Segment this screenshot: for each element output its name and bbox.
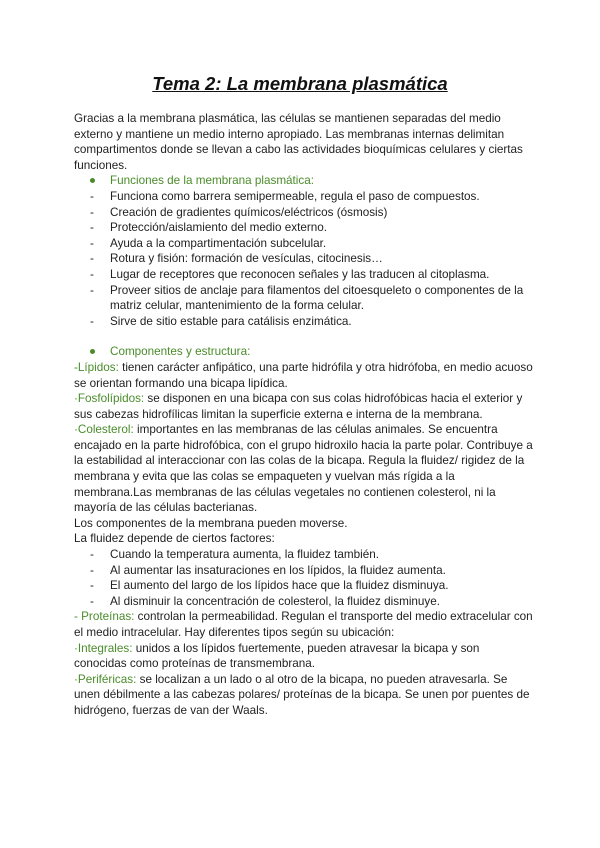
- fluidez-intro: La fluidez depende de ciertos factores:: [74, 532, 275, 546]
- lipidos-paragraph: [74, 360, 534, 391]
- perifericas-label: ·Periféricas:: [74, 672, 137, 686]
- page-title: Tema 2: La membrana plasmática: [152, 73, 448, 94]
- integrales-text: unidos a los lípidos fuertemente, pueden atravesar la bicapa y son conocidas como proteínas de transmembrana.: [74, 641, 480, 671]
- integrales-paragraph: [74, 641, 534, 672]
- componentes-heading-list: [74, 344, 534, 360]
- intro-paragraph: Gracias a la membrana plasmática, las células se mantienen separadas del medio externo y mantiene un medio interno apropiado. Las membranas internas delimitan compartimentos donde se llevan a cabo las actividades bioquímicas celulares y ciertas funciones.: [74, 112, 523, 172]
- list-item: - Al aumentar las insaturaciones en los lípidos, la fluidez aumenta.: [74, 563, 534, 579]
- colesterol-label: ·Colesterol:: [74, 423, 134, 437]
- mover-paragraph: Los componentes de la membrana pueden moverse.: [74, 516, 348, 530]
- fluidez-list: [74, 547, 534, 609]
- perifericas-paragraph: [74, 672, 534, 719]
- fosfolipidos-text: se disponen en una bicapa con sus colas hidrofóbicas hacia el exterior y sus cabezas hidrofílicas limitan la superficie externa e interna de la membrana.: [74, 392, 523, 421]
- spacer: [74, 329, 534, 344]
- list-item: - Ayuda a la compartimentación subcelular.: [74, 236, 534, 252]
- componentes-heading: [74, 344, 534, 360]
- list-item: - Al disminuir la concentración de colesterol, la fluidez disminuye.: [74, 594, 534, 610]
- integrales-label: ·Integrales:: [74, 641, 133, 655]
- list-item: - Cuando la temperatura aumenta, la fluidez también.: [74, 547, 534, 563]
- list-item: - Rotura y fisión: formación de vesículas, citocinesis…: [74, 251, 534, 267]
- list-item: - Protección/aislamiento del medio externo.: [74, 220, 534, 236]
- componentes-heading-text: Componentes y estructura:: [110, 345, 251, 359]
- list-item: - Lugar de receptores que reconocen señales y las traducen al citoplasma.: [74, 267, 534, 283]
- colesterol-paragraph: [74, 422, 534, 516]
- funciones-list: [74, 189, 534, 329]
- list-item: - El aumento del largo de los lípidos hace que la fluidez disminuya.: [74, 578, 534, 594]
- proteinas-text: controlan la permeabilidad. Regulan el transporte del medio extracelular con el medio intracelular. Hay diferentes tipos según su ubicación:: [74, 610, 533, 639]
- fosfolipidos-paragraph: [74, 391, 534, 422]
- colesterol-text: importantes en las membranas de las células animales. Se encuentra encajado en la parte hidrofóbica, con el grupo hidroxilo hacia la parte polar. Contribuye a la estabilidad al interaccionar con las colas de la bicapa. Regula la fluidez/ rigidez de la membrana y evita que las colas se empaqueten y vuelvan más rígida a la membrana.Las membranas de las células vegetales no contienen colesterol, ni la mayoría de las células bacterianas.: [74, 423, 533, 515]
- lipidos-label: -Lípidos:: [74, 360, 119, 374]
- fosfolipidos-label: ·Fosfolípidos:: [74, 392, 145, 406]
- proteinas-label: - Proteínas:: [74, 610, 135, 624]
- funciones-heading-list: [74, 173, 534, 189]
- list-item: - Sirve de sitio estable para catálisis enzimática.: [74, 314, 534, 330]
- bullet-icon: [90, 178, 95, 183]
- proteinas-paragraph: [74, 609, 534, 640]
- funciones-heading-text: Funciones de la membrana plasmática:: [110, 174, 314, 188]
- list-item: - Funciona como barrera semipermeable, regula el paso de compuestos.: [74, 189, 534, 205]
- lipidos-text: tienen carácter anfipático, una parte hidrófila y otra hidrófoba, en medio acuoso se orientan formando una bicapa lipídica.: [74, 360, 533, 390]
- list-item: - Proveer sitios de anclaje para filamentos del citoesqueleto o componentes de la matriz celular, mantenimiento de la forma celular.: [74, 283, 534, 314]
- document-body: [74, 111, 534, 719]
- perifericas-text: se localizan a un lado o al otro de la bicapa, no pueden atravesarla. Se unen débilmente a las cabezas polares/ proteínas de la bicapa. Se unen por puentes de hidrógeno, fuerzas de van der Waals.: [74, 672, 530, 717]
- list-item: - Creación de gradientes químicos/eléctricos (ósmosis): [74, 205, 534, 221]
- funciones-heading: [74, 173, 534, 189]
- bullet-icon: [90, 349, 95, 354]
